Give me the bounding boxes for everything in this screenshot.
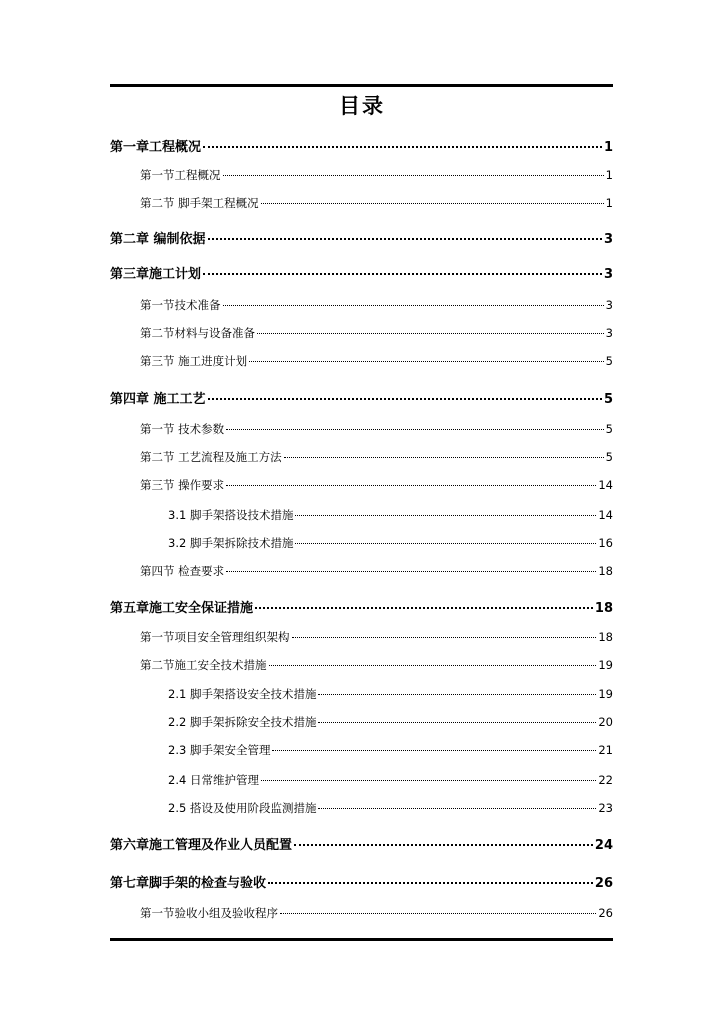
toc-entry-page: 18 (594, 601, 613, 616)
toc-entry[interactable] (140, 477, 613, 493)
dot-leader (226, 485, 596, 486)
toc-entry[interactable] (140, 325, 613, 341)
toc-entry-page: 3 (605, 326, 613, 340)
toc-entry-title: 第五章施工安全保证措施 (110, 601, 254, 616)
dot-leader (318, 722, 596, 723)
dot-leader (255, 607, 593, 609)
toc-entry[interactable] (168, 535, 613, 551)
toc-entry-title: 第三节 施工进度计划 (140, 354, 248, 368)
toc-entry[interactable] (168, 507, 613, 523)
toc-entry[interactable] (110, 872, 613, 891)
toc-entry-page: 22 (598, 773, 613, 787)
dot-leader (268, 882, 593, 884)
toc-entry-page: 5 (605, 422, 613, 436)
toc-entry-title: 2.4 日常维护管理 (168, 773, 259, 787)
dot-leader (269, 665, 597, 666)
dot-leader (284, 457, 604, 458)
toc-entry-page: 5 (605, 450, 613, 464)
toc-entry-page: 20 (598, 715, 613, 729)
dot-leader (223, 305, 604, 306)
dot-leader (208, 238, 602, 240)
toc-entry[interactable] (140, 353, 613, 369)
toc-entry-page: 1 (605, 196, 613, 210)
toc-entry-title: 3.1 脚手架搭设技术措施 (168, 508, 294, 522)
toc-entry-title: 第二章 编制依据 (110, 232, 206, 247)
toc-entry-title: 第七章脚手架的检查与验收 (110, 876, 267, 891)
toc-entry[interactable] (168, 714, 613, 730)
toc-entry-page: 26 (594, 876, 613, 891)
toc-entry[interactable] (140, 195, 613, 211)
toc-entry-title: 2.5 搭设及使用阶段监测措施 (168, 801, 317, 815)
toc-entry-title: 2.3 脚手架安全管理 (168, 743, 271, 757)
toc-entry[interactable] (140, 629, 613, 645)
dot-leader (295, 515, 596, 516)
dot-leader (208, 398, 602, 400)
toc-entry-title: 第二节 工艺流程及施工方法 (140, 450, 282, 464)
dot-leader (249, 361, 604, 362)
toc-entry[interactable] (110, 597, 613, 616)
dot-leader (257, 333, 604, 334)
toc-entry-title: 第三章施工计划 (110, 267, 202, 282)
toc-entry-page: 23 (598, 801, 613, 815)
dot-leader (272, 750, 596, 751)
toc-entry-title: 第一节 技术参数 (140, 422, 225, 436)
toc-entry-title: 第三节 操作要求 (140, 478, 225, 492)
dot-leader (318, 694, 596, 695)
toc-entry-page: 18 (598, 564, 613, 578)
toc-entry-title: 第四章 施工工艺 (110, 392, 206, 407)
toc-entry-page: 3 (603, 267, 613, 282)
toc-entry[interactable] (168, 772, 613, 788)
toc-entry-title: 3.2 脚手架拆除技术措施 (168, 536, 294, 550)
toc-entry[interactable] (140, 657, 613, 673)
dot-leader (294, 844, 593, 846)
toc-entry[interactable] (168, 686, 613, 702)
toc-entry-page: 1 (605, 168, 613, 182)
dot-leader (203, 273, 602, 275)
toc-entry-title: 第二节材料与设备准备 (140, 326, 255, 340)
toc-entry-title: 2.2 脚手架拆除安全技术措施 (168, 715, 317, 729)
toc-entry-page: 19 (598, 658, 613, 672)
toc-entry[interactable] (110, 228, 613, 247)
toc-entry-page: 3 (605, 298, 613, 312)
dot-leader (203, 146, 602, 148)
toc-entry[interactable] (140, 449, 613, 465)
toc-entry-page: 21 (598, 743, 613, 757)
toc-entry-page: 3 (603, 232, 613, 247)
dot-leader (261, 780, 596, 781)
toc-entry-page: 19 (598, 687, 613, 701)
toc-entry-title: 第四节 检查要求 (140, 564, 225, 578)
dot-leader (226, 429, 604, 430)
toc-entry[interactable] (140, 297, 613, 313)
toc-entry[interactable] (140, 421, 613, 437)
dot-leader (280, 913, 596, 914)
toc-entry[interactable] (110, 388, 613, 407)
toc-entry-title: 2.1 脚手架搭设安全技术措施 (168, 687, 317, 701)
toc-entry[interactable] (110, 136, 613, 155)
toc-entry-page: 1 (603, 140, 613, 155)
dot-leader (292, 637, 597, 638)
toc-entry[interactable] (140, 905, 613, 921)
toc-entry-page: 26 (598, 906, 613, 920)
toc-entry-page: 5 (603, 392, 613, 407)
toc-entry-page: 14 (598, 478, 613, 492)
toc-entry-title: 第六章施工管理及作业人员配置 (110, 838, 293, 853)
toc-entry[interactable] (110, 834, 613, 853)
toc-entry-title: 第一节技术准备 (140, 298, 221, 312)
toc-entry-title: 第二节 脚手架工程概况 (140, 196, 259, 210)
dot-leader (226, 571, 596, 572)
dot-leader (261, 203, 604, 204)
page-title: 目录 (339, 94, 385, 118)
toc-entry-title: 第一节工程概况 (140, 168, 221, 182)
toc-entry-page: 24 (594, 838, 613, 853)
toc-entry-page: 14 (598, 508, 613, 522)
toc-entry-page: 18 (598, 630, 613, 644)
toc-entry[interactable] (110, 263, 613, 282)
toc-entry-title: 第一章工程概况 (110, 140, 202, 155)
dot-leader (223, 175, 604, 176)
toc-entry[interactable] (140, 563, 613, 579)
toc-entry-title: 第一节验收小组及验收程序 (140, 906, 278, 920)
toc-entry-title: 第二节施工安全技术措施 (140, 658, 267, 672)
toc-entry[interactable] (168, 800, 613, 816)
toc-entry-page: 16 (598, 536, 613, 550)
dot-leader (318, 808, 596, 809)
toc-entry-title: 第一节项目安全管理组织架构 (140, 630, 290, 644)
toc-entry[interactable] (168, 742, 613, 758)
toc-entry-page: 5 (605, 354, 613, 368)
dot-leader (295, 543, 596, 544)
bottom-rule (110, 938, 613, 941)
toc-entry[interactable] (140, 167, 613, 183)
